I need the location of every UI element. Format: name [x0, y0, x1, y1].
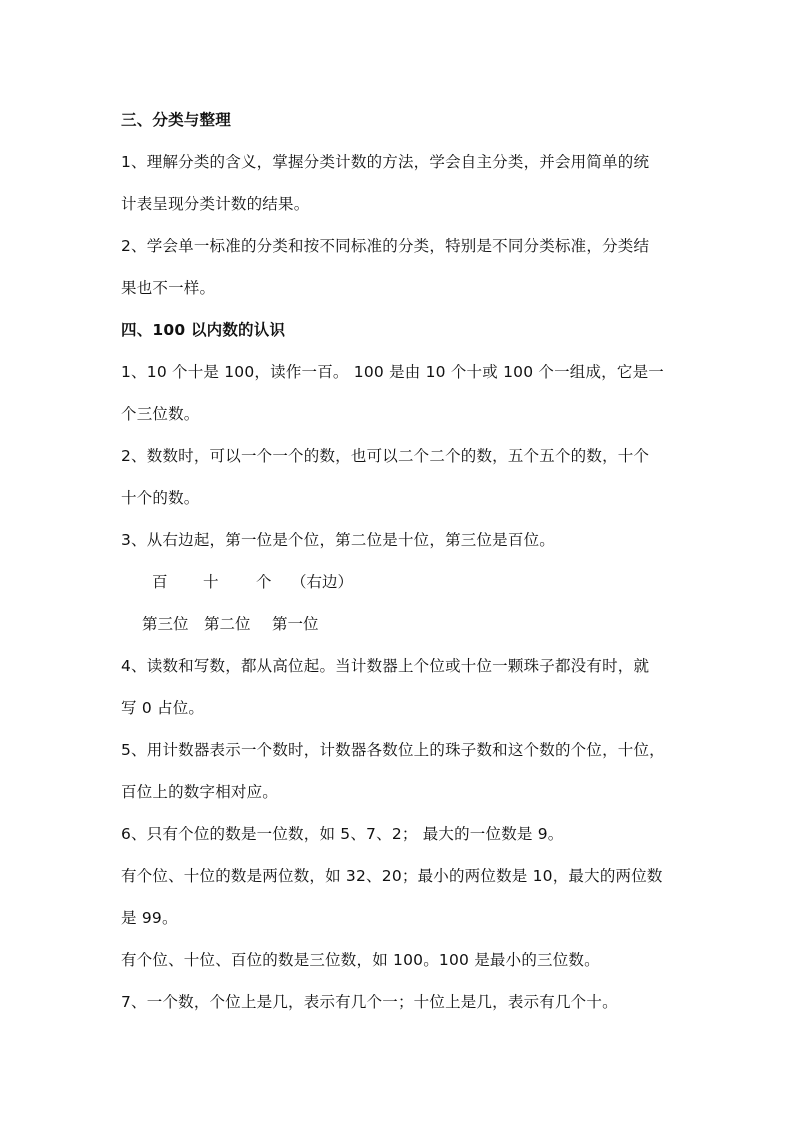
place-position-first: 第一位	[272, 615, 319, 633]
section-3-heading: 三、分类与整理	[121, 111, 231, 129]
s4-p2-line2: 十个的数。	[121, 489, 200, 507]
s4-p6-line4: 有个位、十位、百位的数是三位数，如 100。100 是最小的三位数。	[121, 951, 600, 969]
s3-p2-line2: 果也不一样。	[121, 279, 216, 297]
place-names-row	[0, 572, 800, 592]
place-name-tens: 十	[203, 573, 219, 591]
s4-p6-line2: 有个位、十位的数是两位数，如 32、20；最小的两位数是 10，最大的两位数	[121, 867, 663, 885]
s4-p5-line2: 百位上的数字相对应。	[121, 783, 279, 801]
s4-p1-line1: 1、10 个十是 100，读作一百。 100 是由 10 个十或 100 个一组成，它是一	[121, 363, 664, 381]
s3-p2-line1: 2、学会单一标准的分类和按不同标准的分类，特别是不同分类标准，分类结	[121, 237, 650, 255]
s4-p7-line1: 7、一个数，个位上是几，表示有几个一；十位上是几，表示有几个十。	[121, 993, 618, 1011]
s4-p5-line1: 5、用计数器表示一个数时，计数器各数位上的珠子数和这个数的个位，十位，	[121, 741, 665, 759]
place-name-right-side: （右边）	[291, 573, 354, 591]
s4-p2-line1: 2、数数时，可以一个一个的数，也可以二个二个的数，五个五个的数，十个	[121, 447, 650, 465]
s4-p4-line2: 写 0 占位。	[121, 699, 205, 717]
s4-p6-line1: 6、只有个位的数是一位数，如 5、7、2； 最大的一位数是 9。	[121, 825, 564, 843]
place-name-hundreds: 百	[152, 573, 168, 591]
section-4-heading: 四、100 以内数的认识	[121, 321, 286, 339]
place-position-second: 第二位	[204, 615, 251, 633]
s4-p3-line1: 3、从右边起，第一位是个位，第二位是十位，第三位是百位。	[121, 531, 555, 549]
place-position-third: 第三位	[142, 615, 189, 633]
place-positions-row	[0, 614, 800, 634]
s3-p1-line2: 计表呈现分类计数的结果。	[121, 195, 310, 213]
s4-p1-line2: 个三位数。	[121, 405, 200, 423]
s4-p6-line3: 是 99。	[121, 909, 178, 927]
s4-p4-line1: 4、读数和写数，都从高位起。当计数器上个位或十位一颗珠子都没有时，就	[121, 657, 650, 675]
place-name-ones: 个	[256, 573, 272, 591]
s3-p1-line1: 1、理解分类的含义，掌握分类计数的方法，学会自主分类，并会用简单的统	[121, 153, 650, 171]
